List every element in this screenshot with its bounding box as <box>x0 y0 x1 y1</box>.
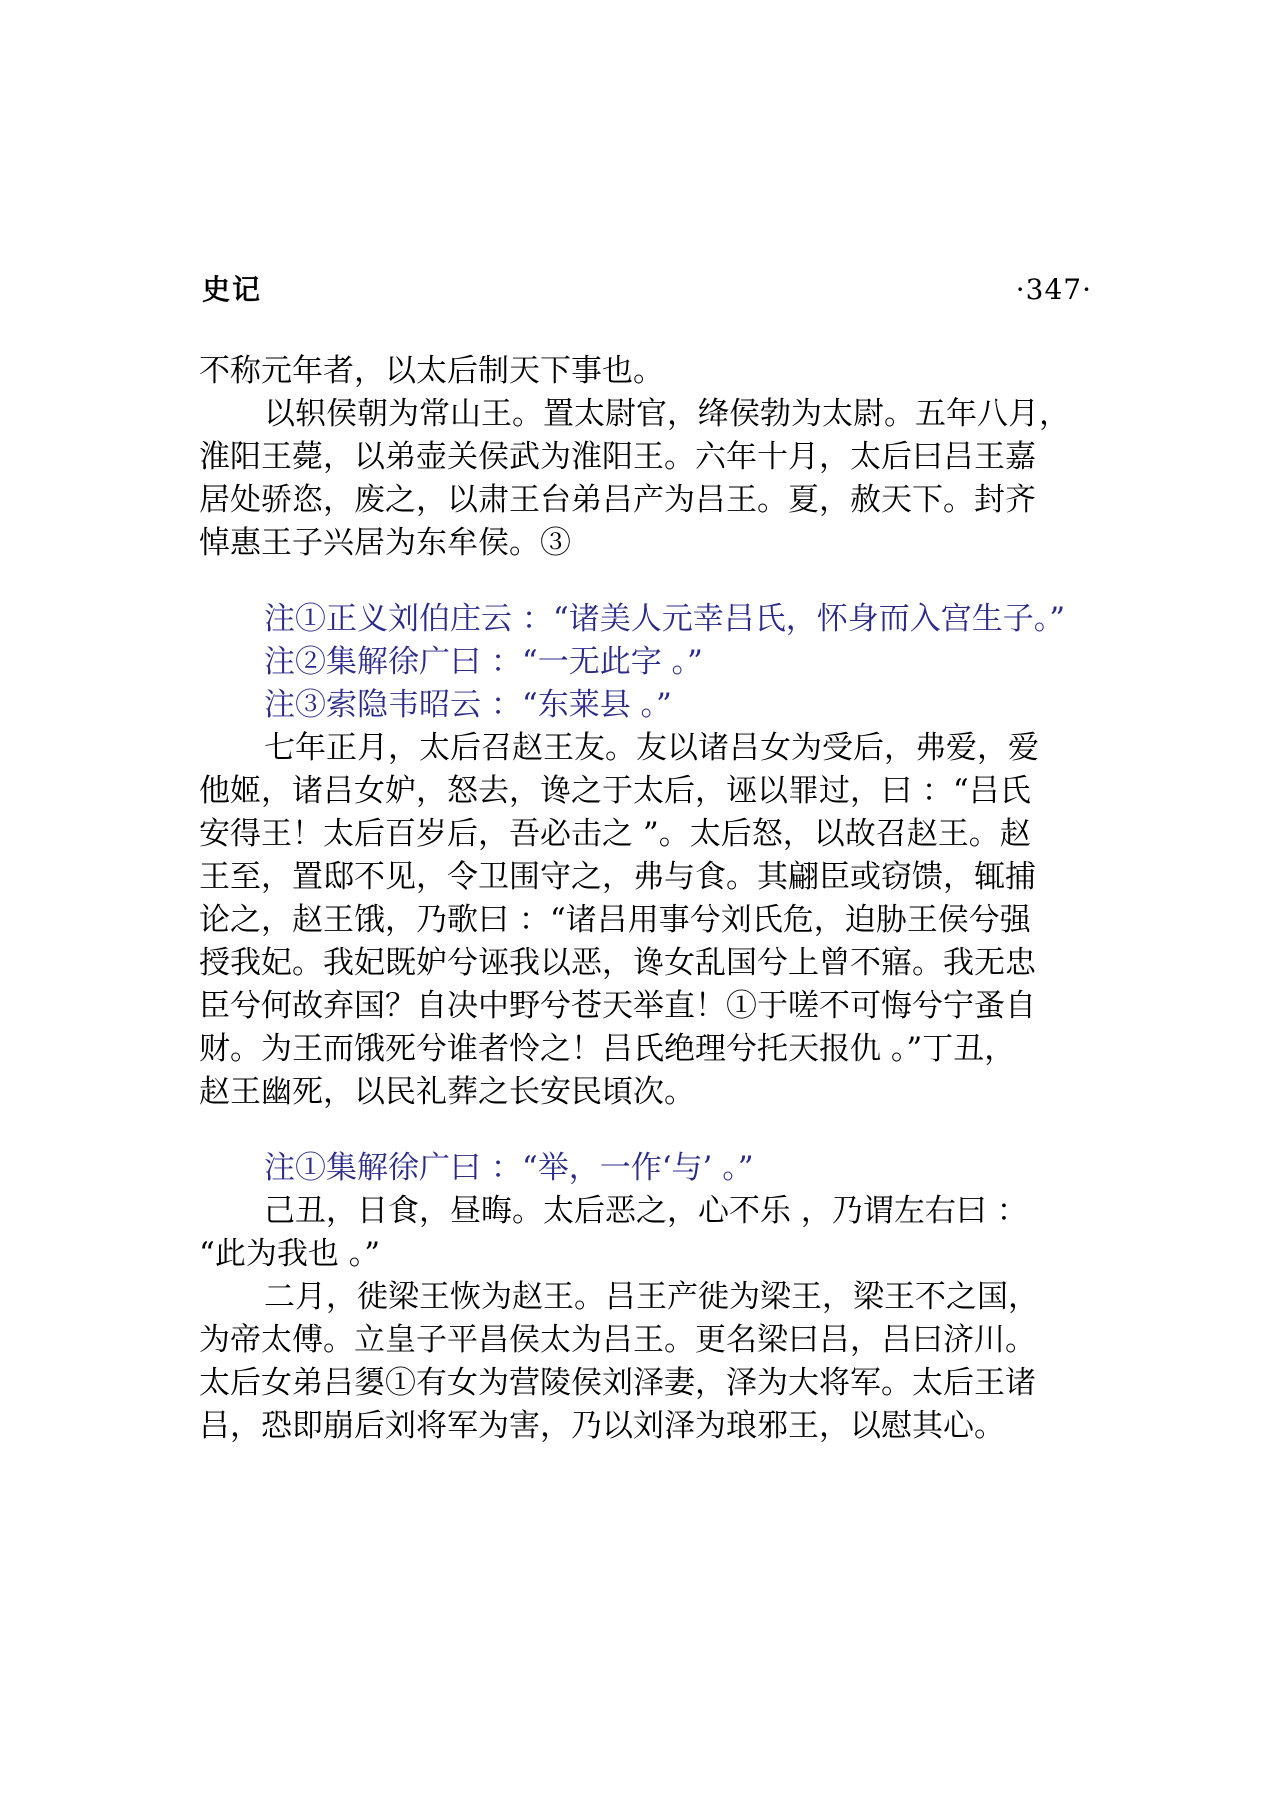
text-line: 财。为王而饿死兮谁者怜之！吕氏绝理兮托天报仇 。”丁丑， <box>199 1031 1016 1067</box>
text-line: 为帝太傅。立皇子平昌侯太为吕王。更名梁曰吕，吕曰济川。 <box>199 1322 1036 1358</box>
text-line: “此为我也 。” <box>199 1236 381 1272</box>
text-line: 论之，赵王饿，乃歌曰 ：“诸吕用事兮刘氏危，迫胁王侯兮强 <box>199 902 1031 938</box>
paragraph-gap <box>199 565 1099 598</box>
text-line: 安得王！太后百岁后，吾必击之 ”。太后怒，以故召赵王。赵 <box>199 816 1031 852</box>
footnote-line: 注①集解徐广曰 ：“举，一作‘与’ 。” <box>264 1150 754 1186</box>
text-line: 臣兮何故弃国？自决中野兮苍天举直！①于嗟不可悔兮宁蚤自 <box>199 988 1036 1024</box>
text-line: 他姬，诸吕女妒，怒去，谗之于太后，诬以罪过，曰 ：“吕氏 <box>199 773 1031 809</box>
text-line: 吕，恐即崩后刘将军为害，乃以刘泽为琅邪王，以慰其心。 <box>199 1408 1005 1444</box>
text-line: 不称元年者，以太后制天下事也。 <box>199 353 664 389</box>
text-line: 太后女弟吕嬃①有女为营陵侯刘泽妻，泽为大将军。太后王诸 <box>199 1365 1036 1401</box>
text-line: 王至，置邸不见，令卫围守之，弗与食。其翩臣或窃馈，辄捕 <box>199 859 1036 895</box>
footnote-line: 注②集解徐广曰 ：“一无此字 。” <box>264 644 703 680</box>
text-line: 以轵侯朝为常山王。置太尉官，绛侯勃为太尉。五年八月， <box>264 396 1070 432</box>
text-line: 悼惠王子兴居为东牟侯。③ <box>199 525 571 561</box>
footnote-line: 注①正义刘伯庄云 ：“诸美人元幸吕氏，怀身而入宫生子。” <box>264 601 1066 637</box>
text-line: 二月，徙梁王恢为赵王。吕王产徙为梁王，梁王不之国， <box>264 1279 1039 1315</box>
paragraph-gap <box>199 1114 1099 1147</box>
text-line: 赵王幽死，以民礼葬之长安民頃次。 <box>199 1074 695 1110</box>
text-line: 己丑，日食，昼晦。太后恶之，心不乐 ，乃谓左右曰 ： <box>264 1193 1028 1229</box>
text-line: 七年正月，太后召赵王友。友以诸吕女为受后，弗爱，爱 <box>264 730 1039 766</box>
book-title: 史记 <box>202 273 263 306</box>
page-header <box>202 270 1092 310</box>
text-body <box>199 350 1099 1448</box>
text-line: 淮阳王薨，以弟壶关侯武为淮阳王。六年十月，太后曰吕王嘉 <box>199 439 1036 475</box>
footnote-line: 注③索隐韦昭云 ：“东莱县 。” <box>264 687 672 723</box>
page-number: ·347· <box>1015 273 1092 306</box>
text-line: 授我妃。我妃既妒兮诬我以恶，谗女乱国兮上曾不寤。我无忠 <box>199 945 1036 981</box>
text-line: 居处骄恣，废之，以肃王台弟吕产为吕王。夏，赦天下。封齐 <box>199 482 1036 518</box>
